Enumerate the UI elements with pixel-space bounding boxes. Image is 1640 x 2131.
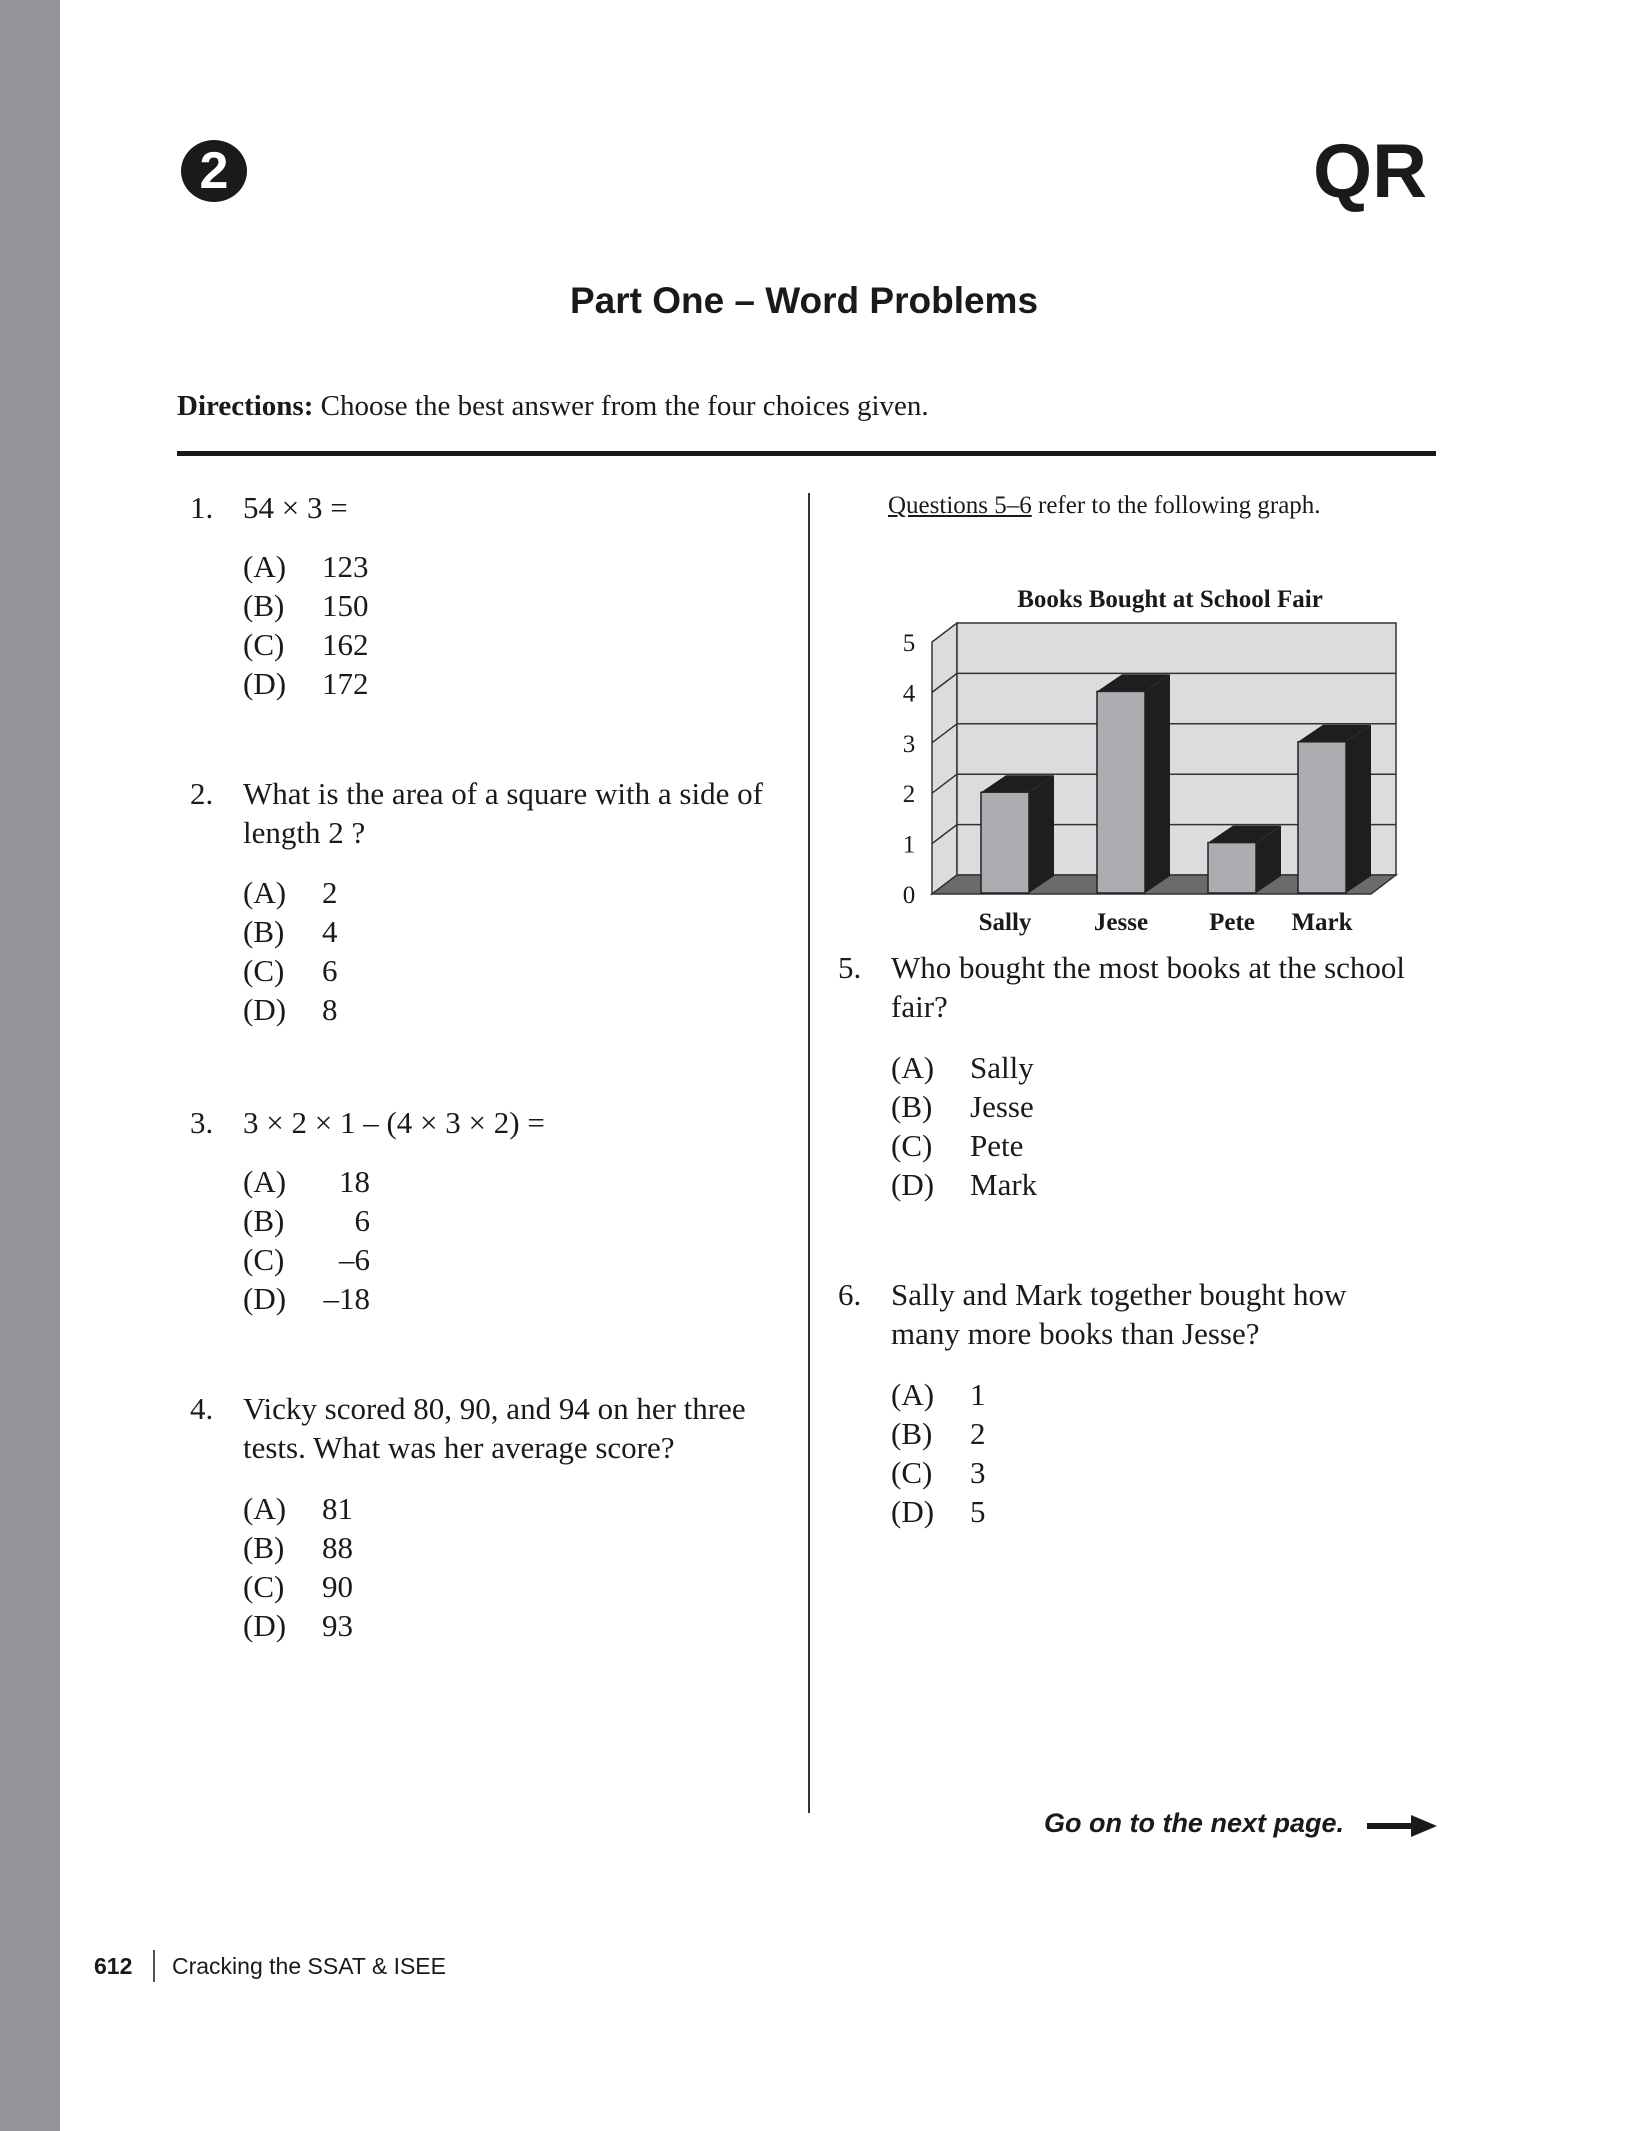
graph-reference-text: refer to the following graph. <box>1031 492 1321 519</box>
choice-value: 2 <box>322 875 338 910</box>
question-number: 1. <box>190 490 214 525</box>
choice-letter: (C) <box>891 1128 933 1163</box>
bar-jesse <box>1097 691 1145 893</box>
choice-letter: (A) <box>243 549 287 584</box>
choice-letter: (B) <box>243 1203 285 1238</box>
arrow-right-icon <box>1367 1815 1437 1837</box>
choice-value: 162 <box>322 627 369 662</box>
question-text: Sally and Mark together bought how <box>891 1277 1347 1312</box>
question-text: length 2 ? <box>243 815 366 850</box>
directions-text: Choose the best answer from the four choices given. <box>313 390 929 422</box>
choice-letter: (A) <box>243 1491 287 1526</box>
choice-value: 88 <box>322 1530 353 1565</box>
bar-mark <box>1298 742 1346 893</box>
bar-pete <box>1208 843 1256 893</box>
choice-letter: (D) <box>243 1608 287 1643</box>
choice-value: 90 <box>322 1569 353 1604</box>
y-tick-label: 2 <box>902 781 916 809</box>
choice-value: –18 <box>323 1281 370 1316</box>
footer-divider <box>153 1950 155 1982</box>
choice-letter: (C) <box>243 953 285 988</box>
choice-value: 18 <box>339 1164 370 1199</box>
choice-value: 8 <box>322 992 338 1027</box>
choice-value: Jesse <box>970 1089 1034 1124</box>
choice-value: 1 <box>970 1377 986 1412</box>
choice-letter: (A) <box>891 1377 935 1412</box>
directions-label: Directions: <box>177 390 314 422</box>
bar-sally <box>981 792 1029 893</box>
question-number: 6. <box>838 1277 862 1312</box>
question-text: Vicky scored 80, 90, and 94 on her three <box>243 1391 746 1426</box>
choice-value: Sally <box>970 1050 1034 1085</box>
choice-value: 81 <box>322 1491 353 1526</box>
page-number: 612 <box>94 1953 133 1979</box>
question-text: 3 × 2 × 1 – (4 × 3 × 2) = <box>243 1105 545 1140</box>
y-tick-label: 1 <box>902 831 916 859</box>
page-title: Part One – Word Problems <box>569 280 1039 321</box>
y-tick-label: 0 <box>902 882 916 909</box>
x-tick-label: Mark <box>1291 909 1353 936</box>
bar-side <box>1145 674 1170 893</box>
choice-letter: (D) <box>243 666 287 701</box>
choice-value: 3 <box>970 1455 986 1490</box>
x-tick-label: Jesse <box>1093 909 1149 936</box>
choice-value: Mark <box>970 1167 1038 1202</box>
choice-letter: (A) <box>243 875 287 910</box>
choice-value: –6 <box>339 1242 370 1277</box>
column-divider <box>808 493 810 1813</box>
section-number-badge: 2 <box>181 140 247 202</box>
chart-title: Books Bought at School Fair <box>1017 586 1323 613</box>
question-text: many more books than Jesse? <box>891 1316 1260 1351</box>
choice-value: 6 <box>354 1203 370 1238</box>
choice-value: Pete <box>970 1128 1024 1163</box>
chart-side-wall <box>932 623 957 894</box>
choice-letter: (A) <box>243 1164 287 1199</box>
choice-letter: (C) <box>243 1242 285 1277</box>
choice-letter: (D) <box>243 1281 287 1316</box>
next-page-note <box>1044 1808 1344 1839</box>
question-text: fair? <box>891 989 948 1024</box>
question-text: Who bought the most books at the school <box>891 950 1406 985</box>
question-number: 2. <box>190 776 214 811</box>
bar-chart <box>860 560 1400 940</box>
choice-value: 6 <box>322 953 338 988</box>
choice-value: 123 <box>322 549 369 584</box>
question-number: 5. <box>838 950 862 985</box>
next-page-text: Go on to the next page. <box>1043 1808 1344 1838</box>
question-text: tests. What was her average score? <box>243 1430 675 1465</box>
y-tick-label: 5 <box>902 630 916 657</box>
choice-letter: (B) <box>243 914 285 949</box>
choice-letter: (D) <box>891 1167 935 1202</box>
graph-reference-range: Questions 5–6 <box>888 492 1032 519</box>
bar-side <box>1029 775 1054 893</box>
graph-reference <box>888 492 1321 520</box>
choice-value: 150 <box>322 588 369 623</box>
book-title: Cracking the SSAT & ISEE <box>172 1953 446 1979</box>
choice-value: 2 <box>970 1416 986 1451</box>
choice-value: 4 <box>322 914 338 949</box>
choice-letter: (D) <box>891 1494 935 1529</box>
question-text: 54 × 3 = <box>243 490 348 525</box>
choice-letter: (C) <box>243 627 285 662</box>
question-text: What is the area of a square with a side of <box>243 776 763 811</box>
bar-side <box>1346 725 1371 893</box>
choice-value: 5 <box>970 1494 986 1529</box>
choice-letter: (B) <box>891 1089 933 1124</box>
choice-letter: (A) <box>891 1050 935 1085</box>
directions <box>177 390 929 423</box>
question-number: 3. <box>190 1105 214 1140</box>
header-rule <box>177 451 1436 456</box>
y-tick-label: 3 <box>902 730 916 758</box>
choice-letter: (B) <box>243 1530 285 1565</box>
choice-letter: (B) <box>891 1416 933 1451</box>
y-tick-label: 4 <box>902 680 916 708</box>
question-number: 4. <box>190 1391 214 1426</box>
choice-letter: (C) <box>891 1455 933 1490</box>
section-code: QR <box>1313 129 1427 214</box>
choice-value: 172 <box>322 666 369 701</box>
choice-letter: (D) <box>243 992 287 1027</box>
choice-letter: (C) <box>243 1569 285 1604</box>
x-tick-label: Sally <box>978 909 1032 936</box>
choice-letter: (B) <box>243 588 285 623</box>
choice-value: 93 <box>322 1608 353 1643</box>
x-tick-label: Pete <box>1209 909 1255 936</box>
